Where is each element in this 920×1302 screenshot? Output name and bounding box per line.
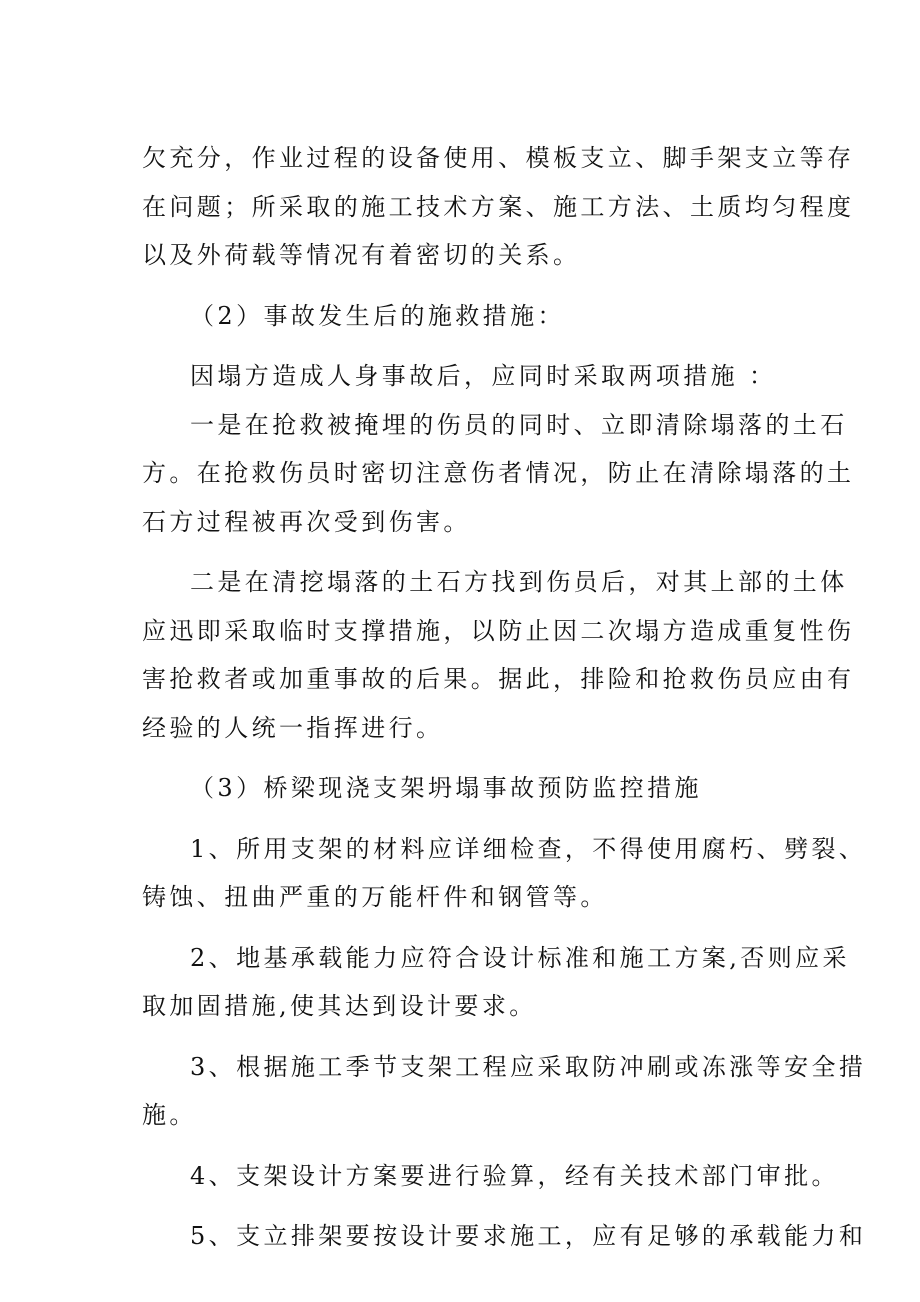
list-item: 3、根据施工季节支架工程应采取防冲刷或冻涨等安全措 xyxy=(190,1052,867,1081)
list-item: 4、支架设计方案要进行验算，经有关技术部门审批。 xyxy=(190,1161,839,1190)
section-heading: （3）桥梁现浇支架坍塌事故预防监控措施 xyxy=(190,774,702,802)
list-item: 1、所用支架的材料应详细检查，不得使用腐朽、劈裂、 xyxy=(190,834,867,863)
text-line: 欠充分，作业过程的设备使用、模板支立、脚手架支立等存 xyxy=(142,144,855,172)
text-line: 经验的人统一指挥进行。 xyxy=(142,713,444,742)
text-line: 铸蚀、扭曲严重的万能杆件和钢管等。 xyxy=(142,883,608,911)
text-line: 石方过程被再次受到伤害。 xyxy=(142,507,471,536)
text-line: 取加固措施,使其达到设计要求。 xyxy=(142,992,537,1020)
text-line: 以及外荷载等情况有着密切的关系。 xyxy=(142,241,581,269)
list-item: 2、地基承载能力应符合设计标准和施工方案,否则应采 xyxy=(190,943,850,972)
text-line: 一是在抢救被掩埋的伤员的同时、立即清除塌落的土石 xyxy=(190,410,848,439)
text-line: 方。在抢救伤员时密切注意伤者情况，防止在清除塌落的土 xyxy=(142,459,855,487)
text-line: 施。 xyxy=(142,1101,197,1129)
text-line: 在问题；所采取的施工技术方案、施工方法、土质均匀程度 xyxy=(142,192,855,221)
text-line: 因塌方造成人身事故后，应同时采取两项措施 ： xyxy=(190,362,777,390)
section-heading: （2）事故发生后的施救措施： xyxy=(190,301,565,330)
list-item: 5、支立排架要按设计要求施工，应有足够的承载能力和 xyxy=(190,1222,867,1250)
text-line: 应迅即采取临时支撑措施，以防止因二次塌方造成重复性伤 xyxy=(142,616,855,645)
document-body xyxy=(142,134,867,1261)
text-line: 二是在清挖塌落的土石方找到伤员后，对其上部的土体 xyxy=(190,568,848,596)
text-line: 害抢救者或加重事故的后果。据此，排险和抢救伤员应由有 xyxy=(142,665,855,693)
